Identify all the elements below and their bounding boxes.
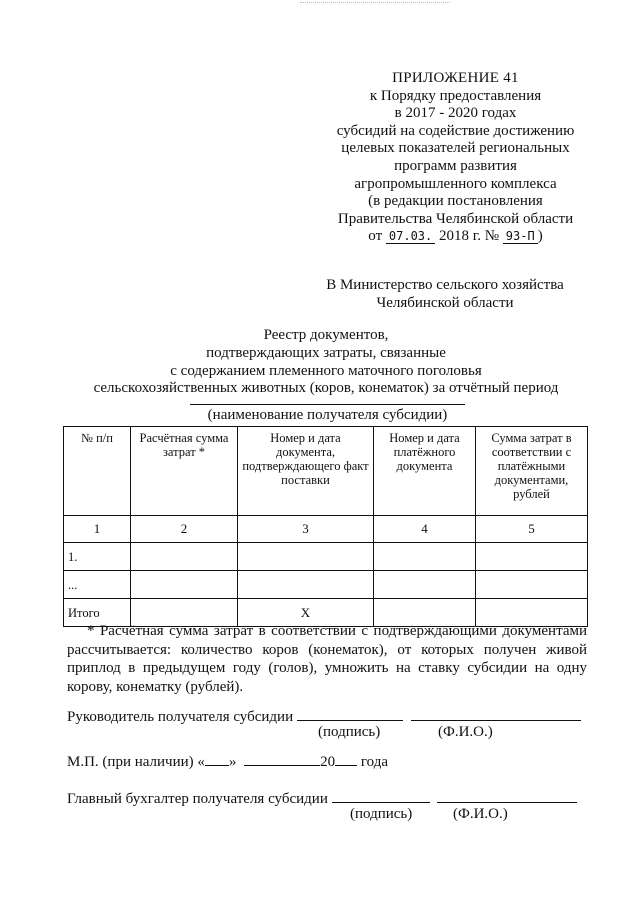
year-suffix: года bbox=[360, 754, 389, 770]
column-number: 4 bbox=[374, 516, 476, 543]
header-cell: Номер и дата платёжного документа bbox=[374, 427, 476, 516]
appendix-line: субсидий на содействие достижению bbox=[336, 122, 575, 139]
appendix-block bbox=[318, 70, 593, 246]
ministry-line-2: Челябинской области bbox=[376, 295, 514, 311]
table-row bbox=[64, 543, 588, 571]
accountant-signature-field[interactable] bbox=[332, 788, 430, 803]
table-cell bbox=[374, 543, 476, 571]
table-header-row bbox=[64, 427, 588, 516]
head-signature-label: Руководитель получателя субсидии bbox=[67, 709, 294, 725]
row-label: 1. bbox=[64, 543, 131, 571]
column-number-row bbox=[64, 516, 588, 543]
date-prefix: от bbox=[368, 228, 383, 245]
appendix-title: ПРИЛОЖЕНИЕ 41 bbox=[392, 70, 519, 86]
appendix-line: (в редакции постановления bbox=[368, 193, 543, 210]
heading-line: сельскохозяйственных животных (коров, конематок) за отчётный период bbox=[93, 380, 559, 397]
head-signature-caption: (подпись) bbox=[318, 724, 381, 740]
seal-label: М.П. (при наличии) « bbox=[67, 754, 205, 770]
table-cell bbox=[131, 571, 238, 599]
footnote bbox=[67, 622, 587, 696]
document-heading bbox=[60, 327, 592, 398]
head-fio-field[interactable] bbox=[411, 706, 581, 721]
head-fio-caption: (Ф.И.О.) bbox=[438, 724, 493, 740]
table-cell bbox=[238, 543, 374, 571]
accountant-signature-caption: (подпись) bbox=[350, 806, 413, 822]
header-cell: Сумма затрат в соответствии с платёжными документами, рублей bbox=[476, 427, 588, 516]
table-row bbox=[64, 571, 588, 599]
resolution-date-line bbox=[318, 228, 593, 246]
resolution-number: 93-П bbox=[503, 229, 538, 244]
column-number: 5 bbox=[476, 516, 588, 543]
table-cell bbox=[374, 571, 476, 599]
not-applicable-mark: Х bbox=[238, 599, 374, 627]
year-field[interactable] bbox=[335, 751, 357, 766]
appendix-line: в 2017 - 2020 годах bbox=[394, 105, 517, 122]
table-cell bbox=[476, 571, 588, 599]
table-cell bbox=[131, 543, 238, 571]
column-number: 1 bbox=[64, 516, 131, 543]
registry-table bbox=[63, 426, 588, 627]
accountant-signature-label: Главный бухгалтер получателя субсидии bbox=[67, 791, 328, 807]
day-field[interactable] bbox=[205, 751, 229, 766]
table-cell bbox=[238, 571, 374, 599]
seal-date-line bbox=[67, 751, 388, 771]
row-label: Итого bbox=[64, 599, 131, 627]
heading-line: с содержанием племенного маточного поголовья bbox=[170, 362, 482, 379]
header-cell: № п/п bbox=[64, 427, 131, 516]
accountant-fio-field[interactable] bbox=[437, 788, 577, 803]
recipient-caption: (наименование получателя субсидии) bbox=[190, 404, 465, 424]
date-suffix: ) bbox=[537, 228, 543, 245]
month-field[interactable] bbox=[244, 751, 320, 766]
heading-line: Реестр документов, bbox=[263, 327, 389, 343]
seal-close-quote: » bbox=[228, 754, 237, 770]
heading-line: подтверждающих затраты, связанные bbox=[206, 344, 446, 361]
appendix-line: целевых показателей региональных bbox=[341, 140, 570, 157]
scan-artifact bbox=[300, 2, 450, 4]
appendix-line: Правительства Челябинской области bbox=[337, 210, 574, 227]
date-year: 2018 г. № bbox=[439, 228, 500, 245]
year-prefix: 20 bbox=[320, 754, 336, 770]
column-number: 3 bbox=[238, 516, 374, 543]
header-cell: Расчётная сумма затрат * bbox=[131, 427, 238, 516]
head-signature-field[interactable] bbox=[297, 706, 403, 721]
footnote-text: * Расчётная сумма затрат в соответствии с подтверждающими документами рассчитывается: количество коров (конематок), от которых получен живой приплод в предыдущем году (голов), умножить на ставку субсидии на одну корову, конематку (рублей). bbox=[67, 623, 587, 695]
appendix-line: программ развития bbox=[394, 157, 517, 174]
accountant-fio-caption: (Ф.И.О.) bbox=[453, 806, 508, 822]
ministry-line-1: В Министерство сельского хозяйства bbox=[326, 277, 564, 293]
appendix-line: к Порядку предоставления bbox=[369, 87, 542, 104]
row-label: ... bbox=[64, 571, 131, 599]
header-cell: Номер и дата документа, подтверждающего факт поставки bbox=[238, 427, 374, 516]
appendix-line: агропромышленного комплекса bbox=[354, 175, 557, 192]
table-cell bbox=[476, 543, 588, 571]
addressee-block bbox=[300, 276, 590, 312]
resolution-date: 07.03. bbox=[386, 229, 435, 244]
column-number: 2 bbox=[131, 516, 238, 543]
